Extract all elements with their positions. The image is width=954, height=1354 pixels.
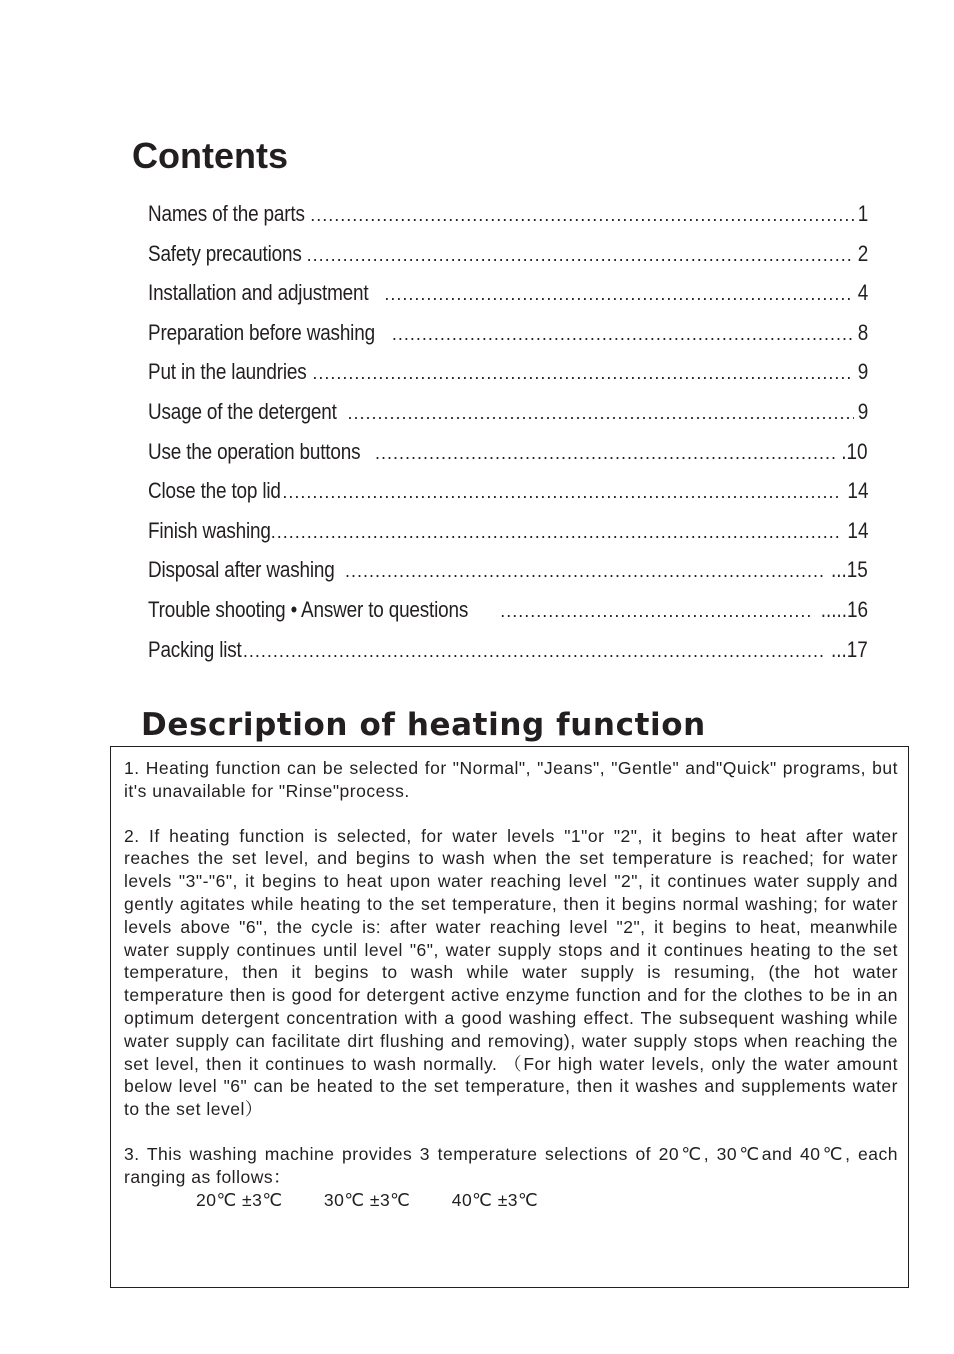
toc-leader-dots <box>392 316 854 352</box>
toc-leader-dots <box>375 435 835 471</box>
toc-entry <box>148 434 868 474</box>
toc-entry-page: 4 <box>857 280 868 306</box>
toc-entry <box>148 315 868 355</box>
toc-entry <box>148 592 868 632</box>
toc-leader-dots <box>347 395 853 431</box>
temperature-range: 40℃ ±3℃ <box>451 1189 539 1210</box>
toc-entry <box>148 354 868 394</box>
toc-entry-label: Finish washing <box>148 517 271 543</box>
temperature-ranges <box>124 1189 898 1212</box>
toc-entry <box>148 632 868 672</box>
toc-entry <box>148 394 868 434</box>
toc-entry-page: 9 <box>857 398 868 424</box>
toc-entry-page: 2 <box>857 240 868 266</box>
description-box <box>110 746 909 1288</box>
description-paragraph-3: 3. This washing machine provides 3 temperature selections of 20℃, 30℃and 40℃, each ranging as follows： <box>124 1143 898 1187</box>
toc-entry-page: ...17 <box>831 636 868 662</box>
contents-title: Contents <box>132 135 288 176</box>
toc-leader-dots <box>237 633 823 669</box>
table-of-contents <box>148 196 868 671</box>
toc-leader-dots <box>271 514 842 550</box>
toc-entry-label: Put in the laundries <box>148 359 307 385</box>
toc-entry-label: Names of the parts <box>148 201 305 226</box>
toc-leader-dots <box>500 593 811 629</box>
description-paragraph-1: 1. Heating function can be selected for "Normal", "Jeans", "Gentle" and"Quick" programs, but it's unavailable for "Rinse"process. <box>124 758 898 801</box>
toc-entry-label: Safety precautions <box>148 240 302 266</box>
temperature-range: 20℃ ±3℃ <box>196 1189 283 1210</box>
toc-leader-dots <box>345 553 823 589</box>
toc-entry-label: Use the operation buttons <box>148 438 361 464</box>
toc-entry <box>148 236 868 276</box>
toc-entry <box>148 275 868 315</box>
toc-entry-page: 14 <box>846 478 868 504</box>
toc-entry-label: Disposal after washing <box>148 557 335 583</box>
toc-entry-label: Installation and adjustment <box>148 280 369 306</box>
toc-entry <box>148 473 868 513</box>
toc-entry-page: .10 <box>841 438 868 464</box>
toc-entry-page: .....16 <box>820 596 868 622</box>
toc-leader-dots <box>282 474 841 510</box>
toc-entry-label: Trouble shooting • Answer to questions <box>148 596 469 622</box>
description-text <box>124 757 898 1211</box>
toc-entry-page: 8 <box>857 319 868 345</box>
toc-entry <box>148 196 868 236</box>
toc-entry-page: ...15 <box>831 557 868 583</box>
description-paragraph-2: 2. If heating function is selected, for water levels "1"or "2", it begins to heat after water reaches the set level, and begins to wash when the set temperature is reached; for water levels "3"-"6", it begins to heat upon water reaching level "2", it continues water supply and gently agitates while heating to the set temperature, then it begins normal washing; for water levels above "6", the cycle is: after water reaching level "2", it begins to heat, meanwhile water supply continues until level "6", water supply stops and it continues heating to the set temperature, then it begins to wash while water supply is resuming, (the hot water temperature then is good for detergent active enzyme function and for the clothes to be in an optimum detergent concentration with a good washing effect. The subsequent washing while water supply can facilitate dirt flushing and removing), water supply stops when reaching the set level, then it continues to wash normally. （For high water levels, only the water amount below level "6" can be heated to the set temperature, then it washes and supplements water to the set level） <box>124 825 898 1120</box>
toc-entry-page: 1 <box>857 201 868 226</box>
toc-entry-page: 14 <box>846 517 868 543</box>
toc-entry <box>148 513 868 553</box>
description-title: Description of heating function <box>141 707 706 743</box>
toc-entry-label: Close the top lid <box>148 478 281 504</box>
toc-entry-label: Packing list <box>148 636 242 662</box>
toc-leader-dots <box>312 355 853 391</box>
toc-leader-dots <box>310 197 853 233</box>
toc-entry-page: 9 <box>857 359 868 385</box>
toc-entry-label: Usage of the detergent <box>148 398 337 424</box>
toc-leader-dots <box>307 237 854 273</box>
toc-leader-dots <box>384 276 853 312</box>
toc-entry-label: Preparation before washing <box>148 319 375 345</box>
toc-entry <box>148 552 868 592</box>
temperature-range: 30℃ ±3℃ <box>323 1189 411 1210</box>
